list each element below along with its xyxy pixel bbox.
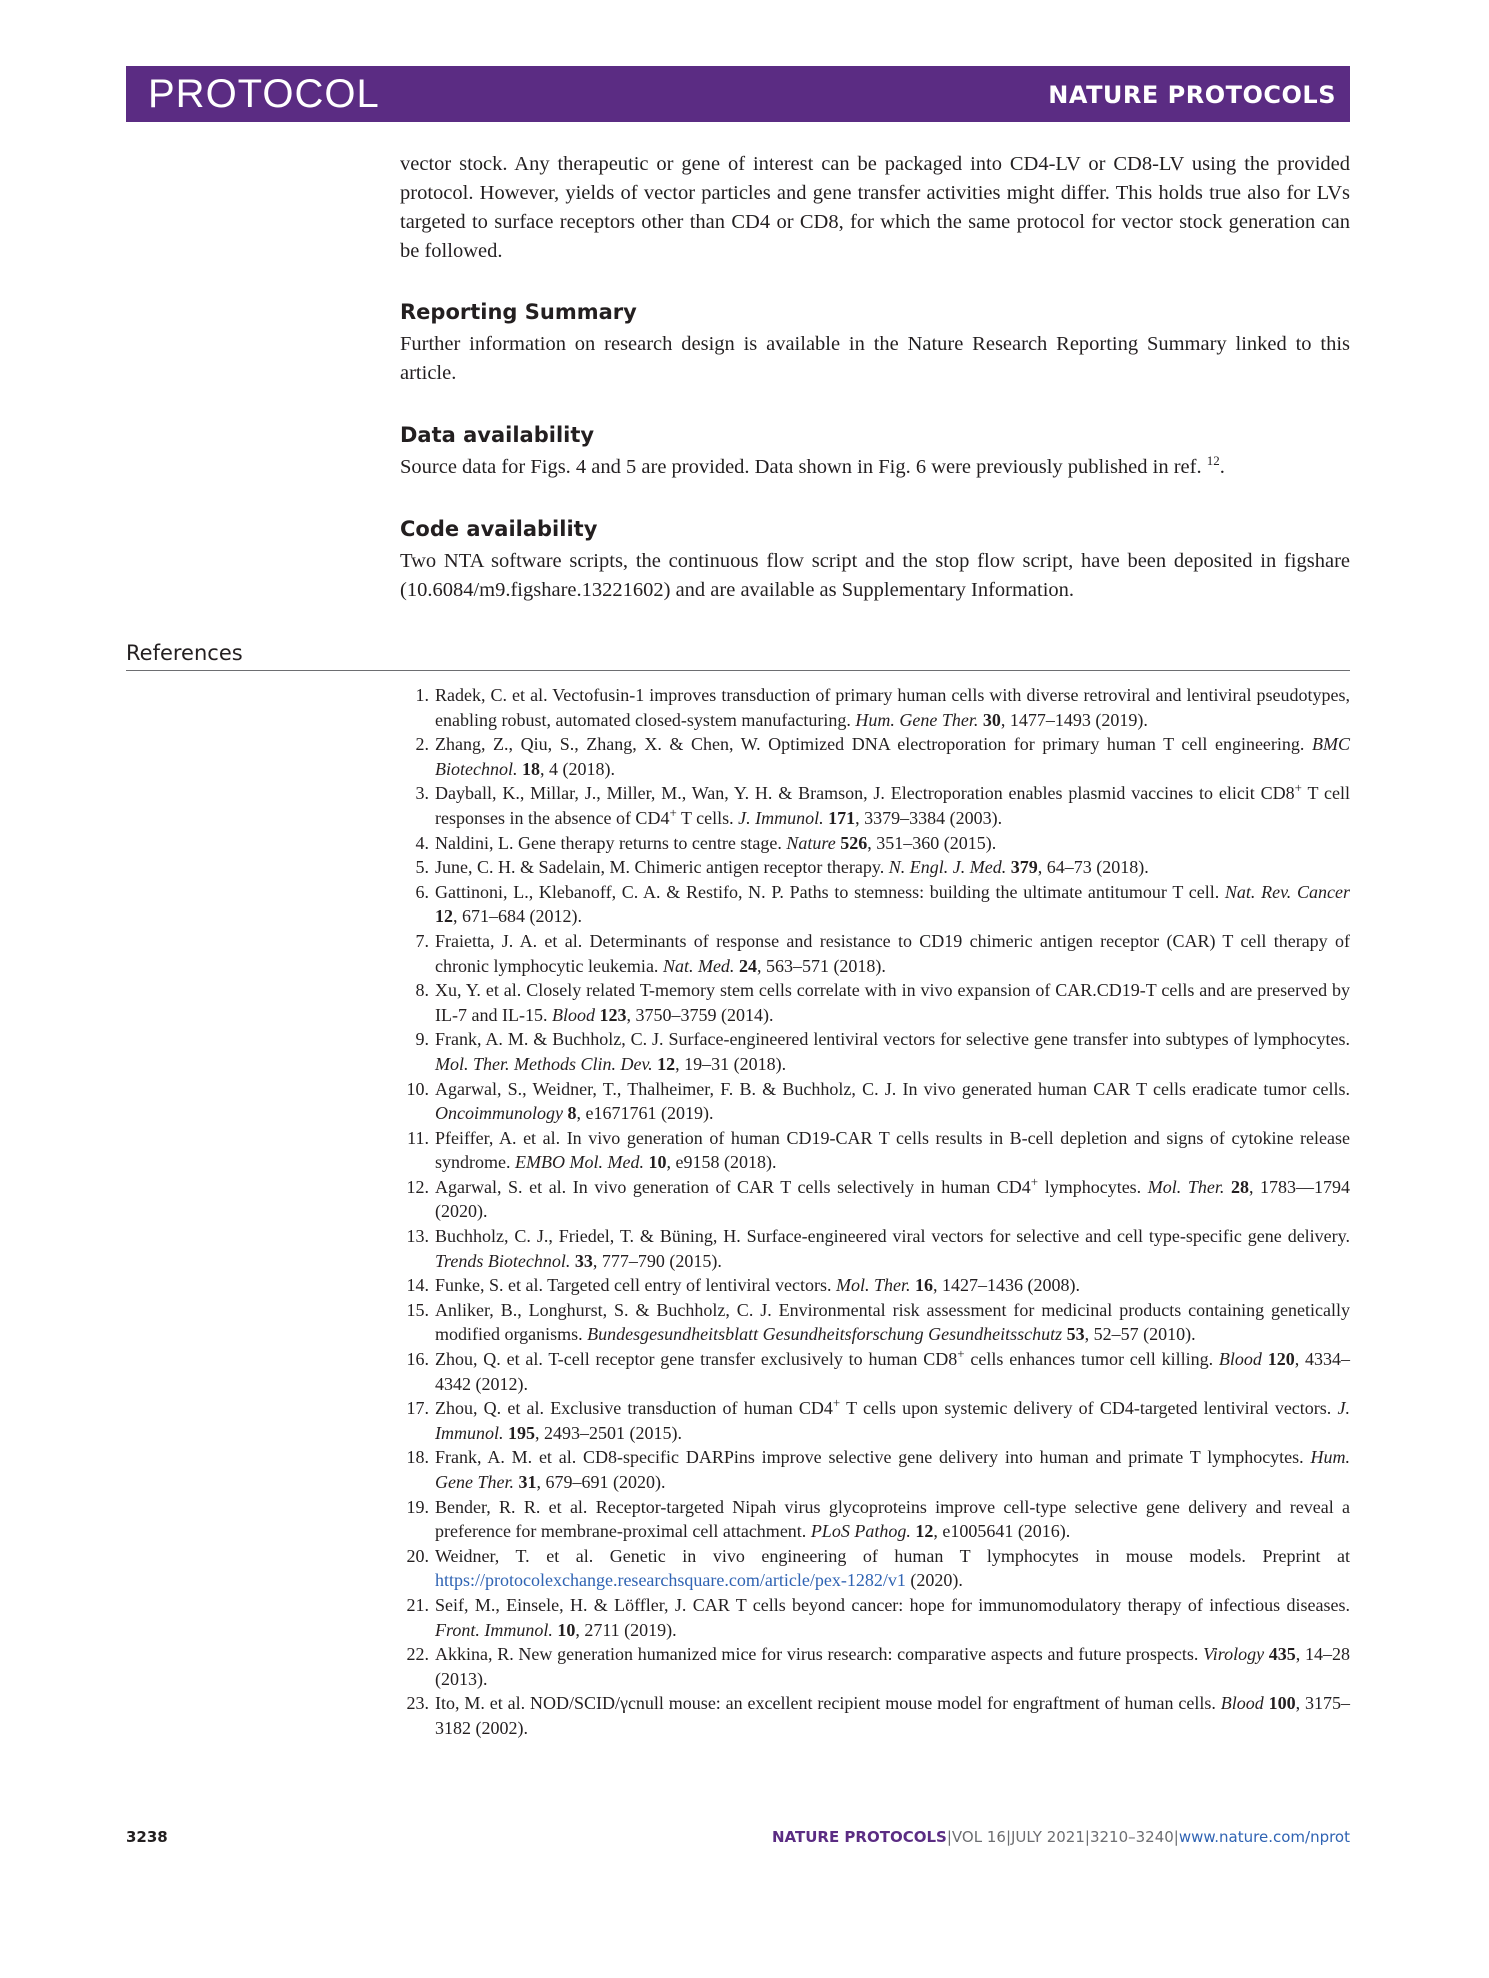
reference-journal: Blood	[1218, 1349, 1262, 1370]
code-availability-text: Two NTA software scripts, the continuous flow script and the stop flow script, have been deposited in figshare (10.6084/m9.figshare.13221602) and are available as Supplementary Information.	[400, 550, 1350, 601]
reference-number: 19.	[406, 1496, 429, 1517]
reference-item	[400, 1224, 1350, 1273]
code-availability-heading: Code availability	[400, 517, 598, 541]
reference-number: 10.	[406, 1078, 429, 1099]
reference-volume: 12	[915, 1521, 934, 1542]
reference-pages: , 777–790 (2015).	[592, 1250, 722, 1271]
reference-volume: 12	[435, 906, 453, 927]
reference-journal: Bundesgesundheitsblatt Gesundheitsforschung Gesundheitsschutz	[587, 1324, 1063, 1345]
reference-pages: , 3379–3384 (2003).	[855, 807, 1003, 828]
reference-text: T cells.	[676, 807, 739, 828]
reference-journal: Front. Immunol.	[435, 1619, 553, 1640]
reference-superscript: +	[1294, 780, 1302, 796]
reference-item	[400, 831, 1350, 856]
reference-journal: Hum. Gene Ther.	[855, 709, 979, 730]
reference-journal: PLoS Pathog.	[810, 1521, 911, 1542]
reference-text: Pfeiffer, A. et al. In vivo generation of human CD19-CAR T cells results in B-cell depletion and signs of cytokine release syndrome.	[435, 1127, 1350, 1173]
reference-pages: , 4334–4342 (2012).	[435, 1349, 1351, 1394]
references-heading: References	[126, 641, 243, 665]
reference-volume: 10	[557, 1619, 576, 1640]
reference-text: June, C. H. & Sadelain, M. Chimeric antigen receptor therapy.	[435, 857, 889, 878]
reference-item	[400, 1077, 1350, 1126]
data-availability-heading: Data availability	[400, 423, 595, 447]
reference-volume: 24	[738, 955, 757, 976]
code-availability-section	[400, 514, 1350, 605]
reference-journal: Trends Biotechnol.	[435, 1250, 571, 1271]
reference-text: Funke, S. et al. Targeted cell entry of lentiviral vectors.	[435, 1275, 836, 1296]
reference-list	[400, 683, 1350, 1741]
reporting-summary-section	[400, 297, 1350, 388]
reference-item	[400, 781, 1350, 830]
reference-number: 4.	[415, 832, 429, 853]
reference-item	[400, 1642, 1350, 1691]
reference-number: 20.	[406, 1545, 429, 1566]
reference-number: 11.	[407, 1127, 429, 1148]
reference-item	[400, 1445, 1350, 1494]
reference-superscript: +	[669, 804, 677, 820]
reference-text: Zhou, Q. et al. Exclusive transduction of human CD4	[435, 1398, 833, 1419]
reference-item	[400, 929, 1350, 978]
reference-text: Bender, R. R. et al. Receptor-targeted Nipah virus glycoproteins improve cell-type selective gene delivery and reveal a preference for membrane-proximal cell attachment.	[435, 1496, 1350, 1542]
reference-number: 13.	[406, 1226, 429, 1247]
reference-pages: , e9158 (2018).	[666, 1152, 777, 1173]
reference-text: Seif, M., Einsele, H. & Löffler, J. CAR T cells beyond cancer: hope for immunomodulatory therapy of infectious diseases.	[435, 1594, 1350, 1615]
footer-pages: 3210–3240	[1089, 1828, 1174, 1846]
reference-pages: , 671–684 (2012).	[453, 906, 582, 927]
reference-text: Dayball, K., Millar, J., Miller, M., Wan, Y. H. & Bramson, J. Electroporation enables plasmid vaccines to elicit CD8	[435, 783, 1295, 804]
reference-volume: 16	[914, 1275, 933, 1296]
reference-pages: , 1477–1493 (2019).	[1000, 709, 1148, 730]
reference-pages: , e1005641 (2016).	[933, 1521, 1071, 1542]
reference-text: Gattinoni, L., Klebanoff, C. A. & Restifo, N. P. Paths to stemness: building the ultimate antitumour T cell.	[435, 881, 1225, 902]
reference-superscript: +	[1030, 1173, 1039, 1189]
reference-volume: 379	[1010, 857, 1038, 878]
reference-item	[400, 683, 1350, 732]
reference-volume: 8	[567, 1103, 577, 1124]
reference-volume: 120	[1267, 1349, 1295, 1370]
data-availability-end: .	[1219, 456, 1225, 478]
reference-number: 2.	[415, 734, 429, 755]
reference-volume: 123	[599, 1004, 627, 1025]
footer-separator: |	[946, 1828, 952, 1846]
reference-link[interactable]: https://protocolexchange.researchsquare.com/article/pex-1282/v1	[435, 1570, 906, 1591]
reference-item	[400, 1691, 1350, 1740]
reference-volume: 12	[657, 1053, 676, 1074]
reference-pages: (2020).	[905, 1570, 963, 1591]
footer-journal: NATURE PROTOCOLS	[772, 1828, 947, 1846]
reference-number: 15.	[406, 1299, 429, 1320]
intro-paragraph: vector stock. Any therapeutic or gene of interest can be packaged into CD4-LV or CD8-LV using the provided protocol. However, yields of vector particles and gene transfer activities might differ. This holds true also for LVs targeted to surface receptors other than CD4 or CD8, for which the same protocol for vector stock generation can be followed.	[400, 153, 1350, 262]
reference-text: lymphocytes.	[1038, 1176, 1148, 1197]
reference-pages: , 679–691 (2020).	[536, 1472, 666, 1492]
reference-volume: 171	[828, 807, 856, 828]
journal-title: NATURE PROTOCOLS	[1048, 81, 1336, 109]
reference-text: Frank, A. M. & Buchholz, C. J. Surface-engineered lentiviral vectors for selective gene transfer into subtypes of lymphocytes.	[435, 1029, 1350, 1050]
reference-volume: 53	[1066, 1324, 1085, 1345]
reference-number: 1.	[415, 685, 429, 705]
references-divider	[126, 670, 1350, 671]
reference-number: 9.	[415, 1029, 429, 1050]
section-label: PROTOCOL	[148, 72, 380, 116]
reference-pages: , 1783––1794 (2020).	[435, 1176, 1351, 1222]
footer-url-link[interactable]: www.nature.com/nprot	[1178, 1828, 1350, 1846]
reference-volume: 435	[1268, 1644, 1296, 1665]
reference-journal: Mol. Ther.	[835, 1275, 911, 1296]
reference-number: 8.	[415, 980, 429, 1001]
reference-number: 3.	[415, 783, 429, 804]
reference-item	[400, 1495, 1350, 1544]
reference-text: Akkina, R. New generation humanized mice for virus research: comparative aspects and future prospects.	[435, 1644, 1204, 1665]
reference-journal: Blood	[1220, 1693, 1264, 1714]
reference-pages: , 3750–3759 (2014).	[626, 1004, 774, 1025]
reference-pages: , 4 (2018).	[539, 758, 615, 779]
reference-journal: Virology	[1203, 1644, 1265, 1665]
data-availability-section	[400, 420, 1350, 482]
reference-text: Naldini, L. Gene therapy returns to centre stage.	[435, 832, 787, 853]
reference-text: Agarwal, S., Weidner, T., Thalheimer, F. B. & Buchholz, C. J. In vivo generated human CAR T cells eradicate tumor cells.	[435, 1078, 1350, 1099]
reference-text: Weidner, T. et al. Genetic in vivo engineering of human T lymphocytes in mouse models. Preprint at	[435, 1545, 1350, 1566]
reference-journal: Hum. Gene Ther.	[435, 1447, 1350, 1492]
reference-pages: , 19–31 (2018).	[675, 1053, 787, 1074]
reference-text: Anliker, B., Longhurst, S. & Buchholz, C. J. Environmental risk assessment for medicinal products containing genetically modified organisms.	[435, 1299, 1350, 1345]
reference-item	[400, 1593, 1350, 1642]
footer-volume: VOL 16	[951, 1828, 1006, 1846]
reference-text: Zhang, Z., Qiu, S., Zhang, X. & Chen, W. Optimized DNA electroporation for primary human T cell engineering.	[435, 734, 1312, 755]
reference-text: Radek, C. et al. Vectofusin-1 improves transduction of primary human cells with diverse retroviral and lentiviral pseudotypes, enabling robust, automated closed-system manufacturing.	[435, 685, 1350, 730]
reference-number: 17.	[406, 1398, 429, 1419]
reference-item	[400, 978, 1350, 1027]
reference-text: T cell responses in the absence of CD4	[435, 783, 1350, 828]
reference-superscript: +	[832, 1395, 841, 1411]
reference-text: cells enhances tumor cell killing.	[964, 1349, 1219, 1370]
reference-journal: Mol. Ther.	[1147, 1176, 1225, 1197]
reference-number: 16.	[406, 1349, 429, 1370]
reference-pages: , 563–571 (2018).	[756, 955, 886, 976]
reference-pages: , e1671761 (2019).	[576, 1103, 714, 1124]
reference-item	[400, 1175, 1350, 1224]
reference-journal: Oncoimmunology	[435, 1103, 563, 1124]
data-availability-body: Source data for Figs. 4 and 5 are provided. Data shown in Fig. 6 were previously published in ref.	[400, 456, 1202, 478]
reference-journal: EMBO Mol. Med.	[515, 1152, 644, 1173]
reference-item	[400, 1273, 1350, 1298]
reference-volume: 18	[521, 758, 540, 779]
reference-pages: , 3175–3182 (2002).	[435, 1693, 1350, 1738]
reference-journal: J. Immunol.	[435, 1398, 1350, 1443]
page-header	[126, 66, 1350, 122]
reference-journal: Nat. Med.	[662, 955, 735, 976]
reference-journal: Nature	[786, 832, 836, 853]
reference-superscript: +	[957, 1346, 965, 1362]
reference-item	[400, 1027, 1350, 1076]
reference-item	[400, 1544, 1350, 1593]
reference-volume: 526	[840, 832, 868, 853]
reporting-summary-heading: Reporting Summary	[400, 300, 637, 324]
footer-separator: |	[1173, 1828, 1179, 1846]
reference-volume: 28	[1230, 1176, 1249, 1197]
reference-volume: 30	[982, 709, 1001, 730]
footer-citation	[772, 1828, 1350, 1846]
reference-number: 21.	[406, 1594, 429, 1615]
footer-separator: |	[1005, 1828, 1011, 1846]
reporting-summary-text: Further information on research design is available in the Nature Research Reporting Summary linked to this article.	[400, 333, 1350, 384]
reference-number: 23.	[406, 1693, 429, 1714]
reference-item	[400, 1396, 1350, 1445]
reference-journal: J. Immunol.	[738, 807, 824, 828]
reference-pages: , 2493–2501 (2015).	[535, 1422, 682, 1443]
reference-pages: , 351–360 (2015).	[867, 832, 997, 853]
reference-volume: 195	[508, 1422, 535, 1443]
reference-journal: Nat. Rev. Cancer	[1224, 881, 1350, 902]
reference-text: Zhou, Q. et al. T-cell receptor gene transfer exclusively to human CD8	[435, 1349, 958, 1370]
reference-pages: , 64–73 (2018).	[1037, 857, 1149, 878]
reference-item	[400, 1126, 1350, 1175]
reference-number: 7.	[415, 930, 429, 951]
reference-number: 14.	[406, 1275, 429, 1296]
intro-paragraph-block	[400, 150, 1350, 266]
reference-text: Xu, Y. et al. Closely related T-memory stem cells correlate with in vivo expansion of CAR.CD19-T cells and are preserved by IL-7 and IL-15.	[435, 980, 1350, 1025]
reference-text: Frank, A. M. et al. CD8-specific DARPins improve selective gene delivery into human and primate T lymphocytes.	[435, 1447, 1311, 1468]
reference-journal: BMC Biotechnol.	[435, 734, 1350, 779]
reference-item	[400, 880, 1350, 929]
reference-pages: , 52–57 (2010).	[1084, 1324, 1196, 1345]
reference-item	[400, 1347, 1350, 1396]
reference-volume: 100	[1268, 1693, 1296, 1714]
reference-pages: , 1427–1436 (2008).	[932, 1275, 1080, 1296]
reference-number: 18.	[406, 1447, 429, 1468]
reference-number: 12.	[406, 1176, 429, 1197]
footer-separator: |	[1084, 1828, 1090, 1846]
reference-text: T cells upon systemic delivery of CD4-targeted lentiviral vectors.	[840, 1398, 1338, 1419]
reference-journal: Blood	[551, 1004, 595, 1025]
reference-volume: 31	[518, 1472, 537, 1492]
reference-text: Buchholz, C. J., Friedel, T. & Büning, H. Surface-engineered viral vectors for selective and cell type-specific gene delivery.	[435, 1226, 1350, 1247]
reference-item	[400, 1298, 1350, 1347]
page-number: 3238	[126, 1828, 168, 1846]
reference-pages: , 14–28 (2013).	[435, 1644, 1351, 1689]
reference-number: 6.	[415, 881, 429, 902]
reference-number: 22.	[406, 1644, 429, 1665]
reference-text: Agarwal, S. et al. In vivo generation of CAR T cells selectively in human CD4	[435, 1176, 1031, 1197]
reference-item	[400, 732, 1350, 781]
data-availability-ref[interactable]: 12	[1206, 453, 1220, 469]
reference-journal: N. Engl. J. Med.	[888, 857, 1007, 878]
footer-date: JULY 2021	[1011, 1828, 1085, 1846]
reference-pages: , 2711 (2019).	[575, 1619, 677, 1640]
reference-journal: Mol. Ther. Methods Clin. Dev.	[435, 1053, 653, 1074]
reference-number: 5.	[415, 857, 429, 878]
data-availability-text	[400, 453, 1350, 482]
reference-text: Fraietta, J. A. et al. Determinants of response and resistance to CD19 chimeric antigen receptor (CAR) T cell therapy of chronic lymphocytic leukemia.	[435, 930, 1350, 976]
reference-text: Ito, M. et al. NOD/SCID/γcnull mouse: an excellent recipient mouse model for engraftment of human cells.	[435, 1693, 1221, 1714]
reference-item	[400, 855, 1350, 880]
reference-volume: 33	[574, 1250, 593, 1271]
reference-volume: 10	[648, 1152, 667, 1173]
